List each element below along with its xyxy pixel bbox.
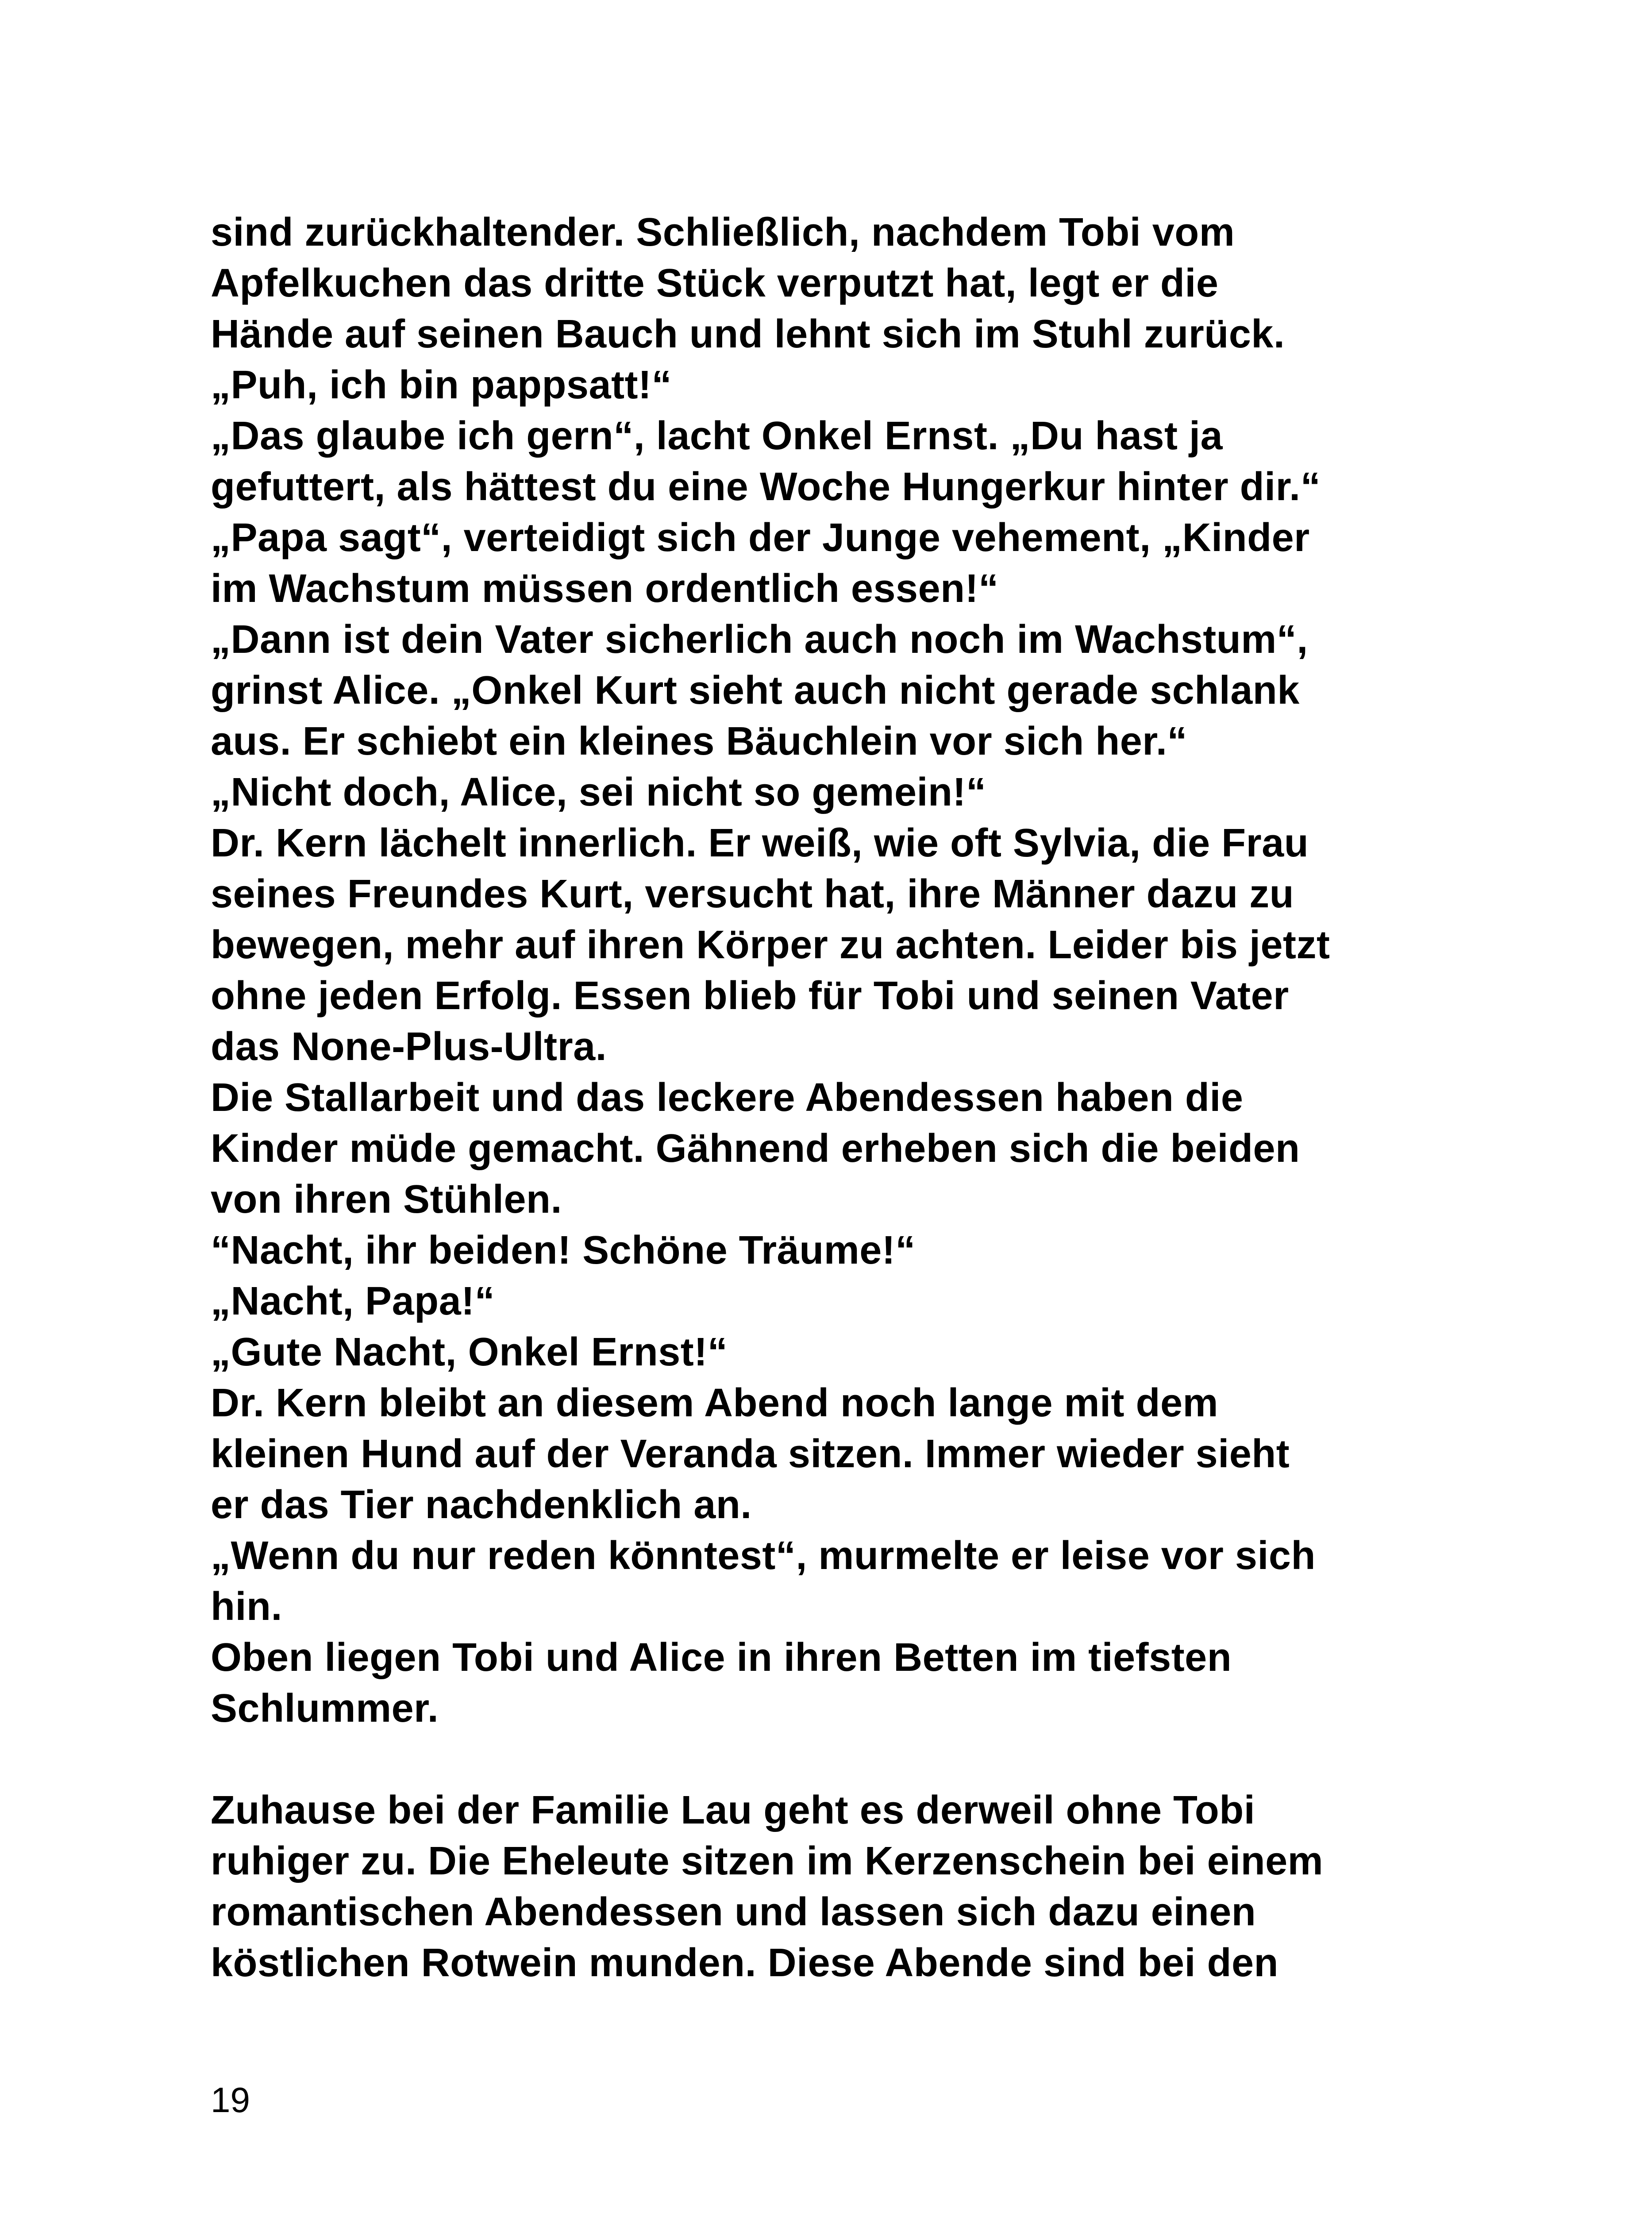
text-line: „Nicht doch, Alice, sei nicht so gemein!“ (211, 770, 986, 814)
text-line: Oben liegen Tobi und Alice in ihren Betten im tiefsten (211, 1635, 1232, 1680)
text-line: seines Freundes Kurt, versucht hat, ihre Männer dazu zu (211, 872, 1294, 916)
text-line: er das Tier nachdenklich an. (211, 1483, 752, 1527)
text-line: „Dann ist dein Vater sicherlich auch noch im Wachstum“, (211, 617, 1308, 662)
text-line: Dr. Kern lächelt innerlich. Er weiß, wie oft Sylvia, die Frau (211, 821, 1309, 865)
text-line: „Das glaube ich gern“, lacht Onkel Ernst. „Du hast ja (211, 414, 1223, 458)
text-line: Die Stallarbeit und das leckere Abendessen haben die (211, 1076, 1244, 1120)
text-line: gefuttert, als hättest du eine Woche Hungerkur hinter dir.“ (211, 465, 1321, 509)
text-line: „Puh, ich bin pappsatt!“ (211, 363, 672, 407)
text-line: „Papa sagt“, verteidigt sich der Junge vehement, „Kinder (211, 516, 1310, 560)
text-line: „Gute Nacht, Onkel Ernst!“ (211, 1330, 728, 1374)
text-line: Apfelkuchen das dritte Stück verputzt hat, legt er die (211, 261, 1219, 305)
paragraph-break (211, 1734, 1547, 1785)
text-line: bewegen, mehr auf ihren Körper zu achten. Leider bis jetzt (211, 923, 1330, 967)
text-line: „Nacht, Papa!“ (211, 1279, 495, 1323)
text-line: Hände auf seinen Bauch und lehnt sich im Stuhl zurück. (211, 312, 1285, 356)
body-text (211, 207, 1547, 1989)
text-line: aus. Er schiebt ein kleines Bäuchlein vor sich her.“ (211, 719, 1187, 763)
text-line: sind zurückhaltender. Schließlich, nachdem Tobi vom (211, 210, 1235, 254)
text-line: romantischen Abendessen und lassen sich dazu einen (211, 1890, 1256, 1934)
page-number: 19 (211, 2080, 250, 2120)
text-line: das None-Plus-Ultra. (211, 1025, 607, 1069)
text-line: “Nacht, ihr beiden! Schöne Träume!“ (211, 1228, 916, 1272)
text-line: kleinen Hund auf der Veranda sitzen. Immer wieder sieht (211, 1432, 1290, 1476)
text-line: hin. (211, 1585, 282, 1629)
text-line: Kinder müde gemacht. Gähnend erheben sich die beiden (211, 1126, 1300, 1171)
text-line: von ihren Stühlen. (211, 1177, 562, 1222)
text-line: köstlichen Rotwein munden. Diese Abende sind bei den (211, 1941, 1279, 1985)
text-line: ruhiger zu. Die Eheleute sitzen im Kerzenschein bei einem (211, 1839, 1324, 1883)
text-line: Zuhause bei der Familie Lau geht es derweil ohne Tobi (211, 1788, 1255, 1832)
text-line: Schlummer. (211, 1686, 439, 1731)
text-line: grinst Alice. „Onkel Kurt sieht auch nicht gerade schlank (211, 668, 1300, 713)
text-line: ohne jeden Erfolg. Essen blieb für Tobi und seinen Vater (211, 974, 1289, 1018)
text-line: „Wenn du nur reden könntest“, murmelte er leise vor sich (211, 1534, 1316, 1578)
text-line: im Wachstum müssen ordentlich essen!“ (211, 567, 999, 611)
text-line: Dr. Kern bleibt an diesem Abend noch lange mit dem (211, 1381, 1219, 1425)
